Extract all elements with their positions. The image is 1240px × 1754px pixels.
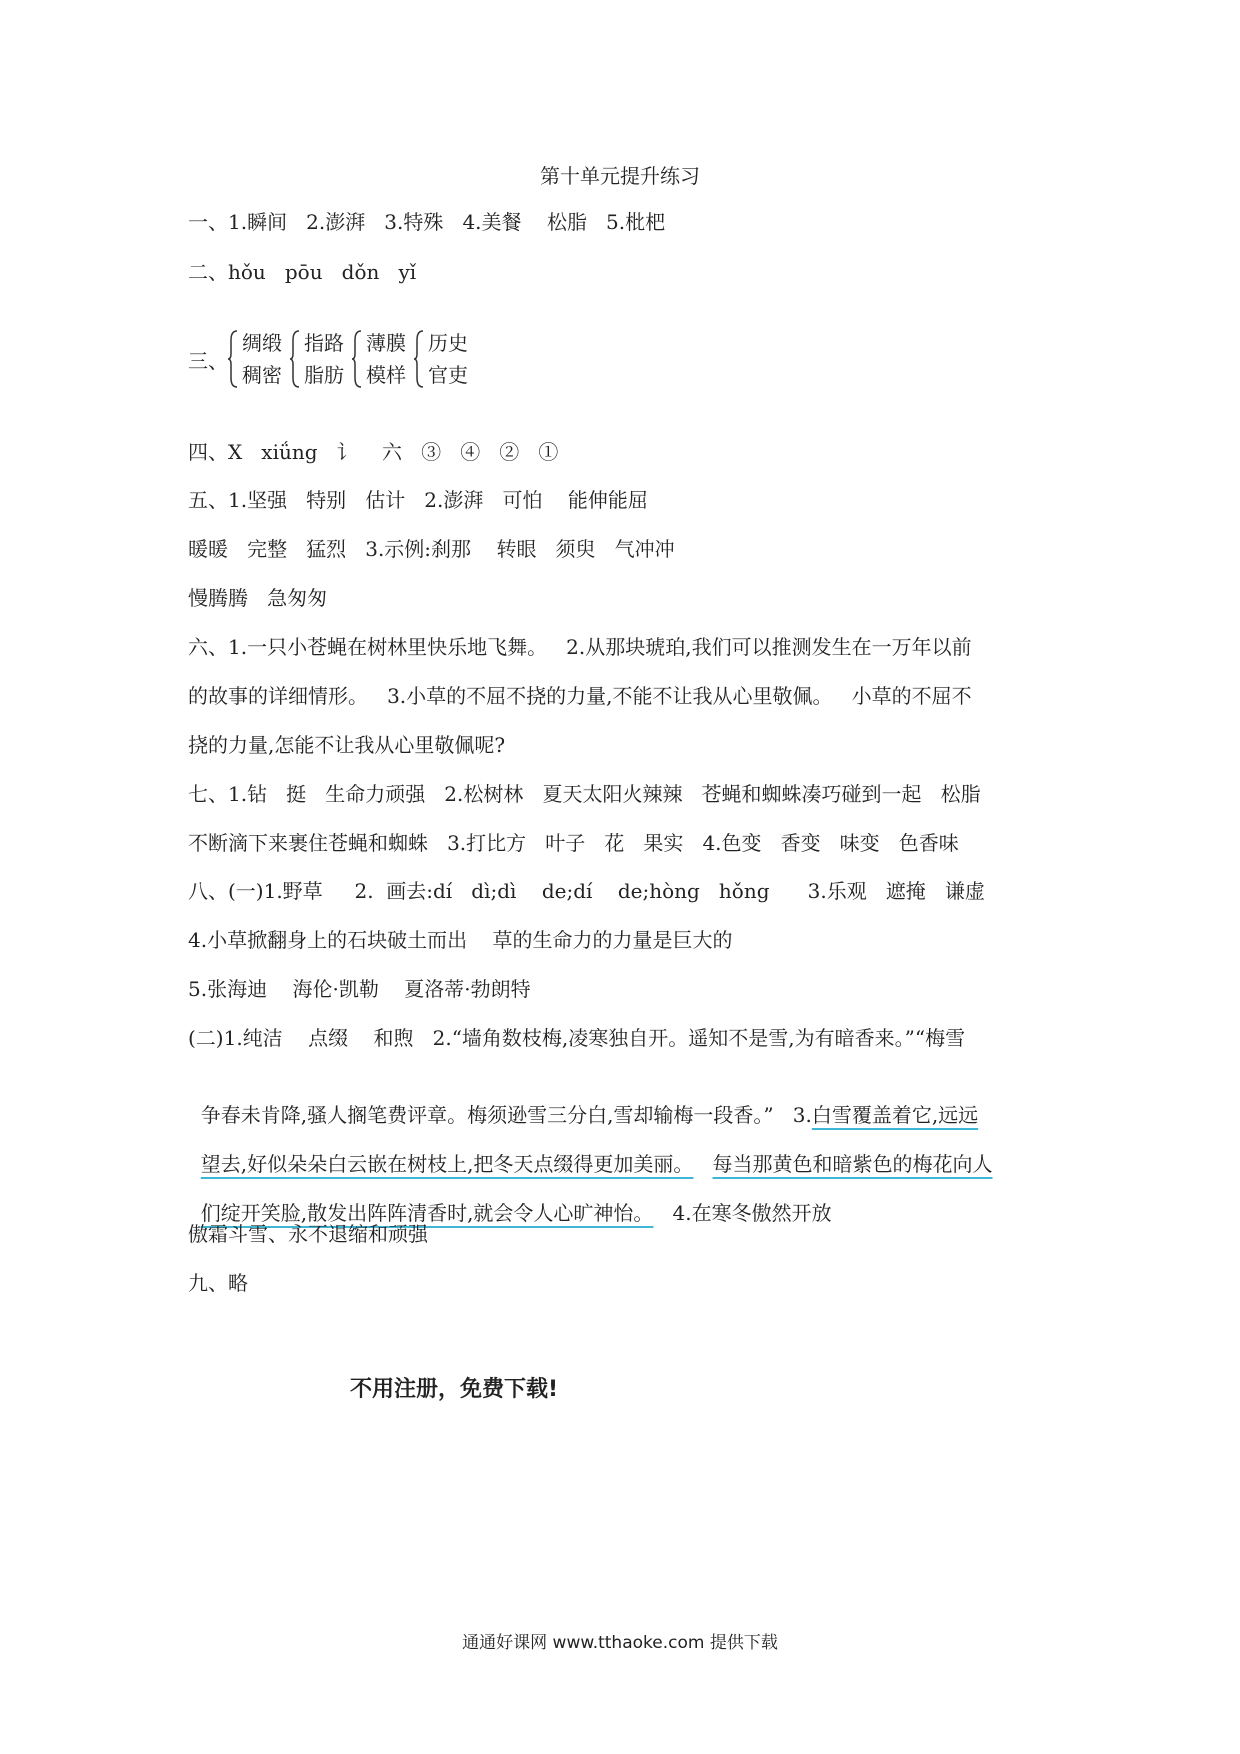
promo-text: 不用注册，免费下载! [350,1377,559,1402]
answer-line-16: (二)1.纯洁 点缀 和煦 2.“墙角数枝梅,凌寒独自开。遥知不是雪,为有暗香来。”“梅雪 [188,1026,966,1050]
line-19-text: 4.在寒冬傲然开放 [653,1201,832,1225]
underlined-answer: 们绽开笑脸,散发出阵阵清香时,就会令人心旷神怡。 [200,1201,654,1225]
line-17-number: 3. [792,1103,812,1127]
pair-bottom: 脂肪 [304,363,344,387]
pair-bottom: 模样 [366,363,406,387]
answer-line-14: 4.小草掀翻身上的石块破土而出 草的生命力的力量是巨大的 [188,928,733,952]
answer-line-7: 慢腾腾 急匆匆 [188,586,328,610]
section-3-label: 三、 [188,348,228,373]
pair-group-4 [414,328,468,390]
underlined-answer: 白雪覆盖着它,远远 [811,1103,979,1127]
pair-top: 指路 [304,331,344,355]
answer-line-17 [188,1073,978,1129]
left-brace-icon [290,330,300,388]
answer-line-11: 七、1.钻 挺 生命力顽强 2.松树林 夏天太阳火辣辣 苍蝇和蜘蛛凑巧碰到一起 松脂 [188,782,981,806]
pair-top: 历史 [428,331,468,355]
answer-line-1: 一、1.瞬间 2.澎湃 3.特殊 4.美餐 松脂 5.枇杷 [188,210,666,234]
page-title: 第十单元提升练习 [540,164,700,188]
line-17-text: 争春未肯降,骚人搁笔费评章。梅须逊雪三分白,雪却输梅一段香。” [200,1103,793,1127]
answer-line-9: 的故事的详细情形。 3.小草的不屈不挠的力量,不能不让我从心里敬佩。 小草的不屈不 [188,684,972,708]
pair-group-1 [228,328,282,390]
answer-line-13: 八、(一)1.野草 2. 画去:dí dì;dì de;dí de;hòng hǒng 3.乐观 遮掩 谦虚 [188,879,985,903]
underlined-answer: 望去,好似朵朵白云嵌在树枝上,把冬天点缀得更加美丽。 [200,1152,694,1176]
answer-line-15: 5.张海迪 海伦·凯勒 夏洛蒂·勃朗特 [188,977,531,1001]
left-brace-icon [228,330,238,388]
answer-line-8: 六、1.一只小苍蝇在树林里快乐地飞舞。 2.从那块琥珀,我们可以推测发生在一万年以前 [188,635,972,659]
pair-group-3 [352,328,406,390]
pair-top: 薄膜 [366,331,406,355]
answer-line-12: 不断滴下来裹住苍蝇和蜘蛛 3.打比方 叶子 花 果实 4.色变 香变 味变 色香味 [188,831,959,855]
answer-line-2: 二、hǒu pōu dǒn yǐ [188,260,417,284]
bracket-pairs [188,328,476,390]
pair-group-2 [290,328,344,390]
pair-bottom: 官吏 [428,363,468,387]
answer-line-18 [188,1122,993,1178]
answer-line-21: 九、略 [188,1271,248,1295]
answer-line-6: 暖暖 完整 猛烈 3.示例:刹那 转眼 须臾 气冲冲 [188,537,675,561]
answer-line-20: 傲霜斗雪、永不退缩和顽强 [188,1222,428,1246]
answer-line-4: 四、X xiǘng 讠 六 ③ ④ ② ① [188,440,559,464]
left-brace-icon [414,330,424,388]
answer-line-10: 挠的力量,怎能不让我从心里敬佩呢? [188,733,506,757]
pair-bottom: 稠密 [242,363,282,387]
page-footer: 通通好课网 www.tthaoke.com 提供下载 [462,1633,778,1653]
left-brace-icon [352,330,362,388]
pair-top: 绸缎 [242,331,282,355]
underlined-answer: 每当那黄色和暗紫色的梅花向人 [712,1152,993,1176]
answer-line-5: 五、1.坚强 特别 估计 2.澎湃 可怕 能伸能屈 [188,488,648,512]
answer-line-19 [188,1171,832,1227]
